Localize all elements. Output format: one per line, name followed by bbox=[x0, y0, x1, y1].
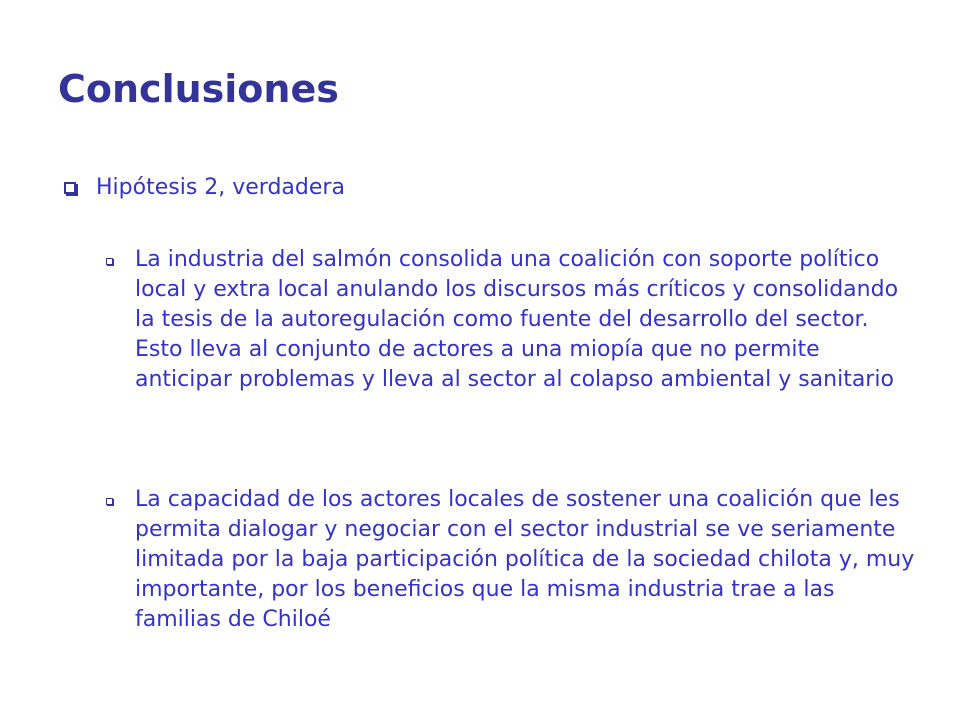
small-square-bullet-icon bbox=[106, 258, 113, 265]
hollow-square-bullet-icon bbox=[64, 182, 76, 194]
sub-bullet-text: La industria del salmón consolida una coalición con soporte político local y extra local anulando los discursos más críticos y consolidando la tesis de la autoregulación como fuente del desarrollo del sector. Esto lleva al conjunto de actores a una miopía que no permite anticipar problemas y lleva al sector al colapso ambiental y sanitario bbox=[135, 247, 899, 392]
sub-bullet-point bbox=[106, 485, 916, 635]
small-square-bullet-icon bbox=[106, 498, 113, 505]
slide-title: Conclusiones bbox=[58, 67, 339, 111]
main-bullet-text: Hipótesis 2, verdadera bbox=[96, 175, 345, 200]
sub-bullet-text: La capacidad de los actores locales de sostener una coalición que les permita dialogar y negociar con el sector industrial se ve seriamente limitada por la baja participación política de la sociedad chilota y, muy importante, por los beneficios que la misma industria trae a las familias de Chiloé bbox=[135, 487, 915, 632]
main-bullet-point bbox=[62, 171, 345, 205]
sub-bullet-point bbox=[106, 245, 916, 395]
